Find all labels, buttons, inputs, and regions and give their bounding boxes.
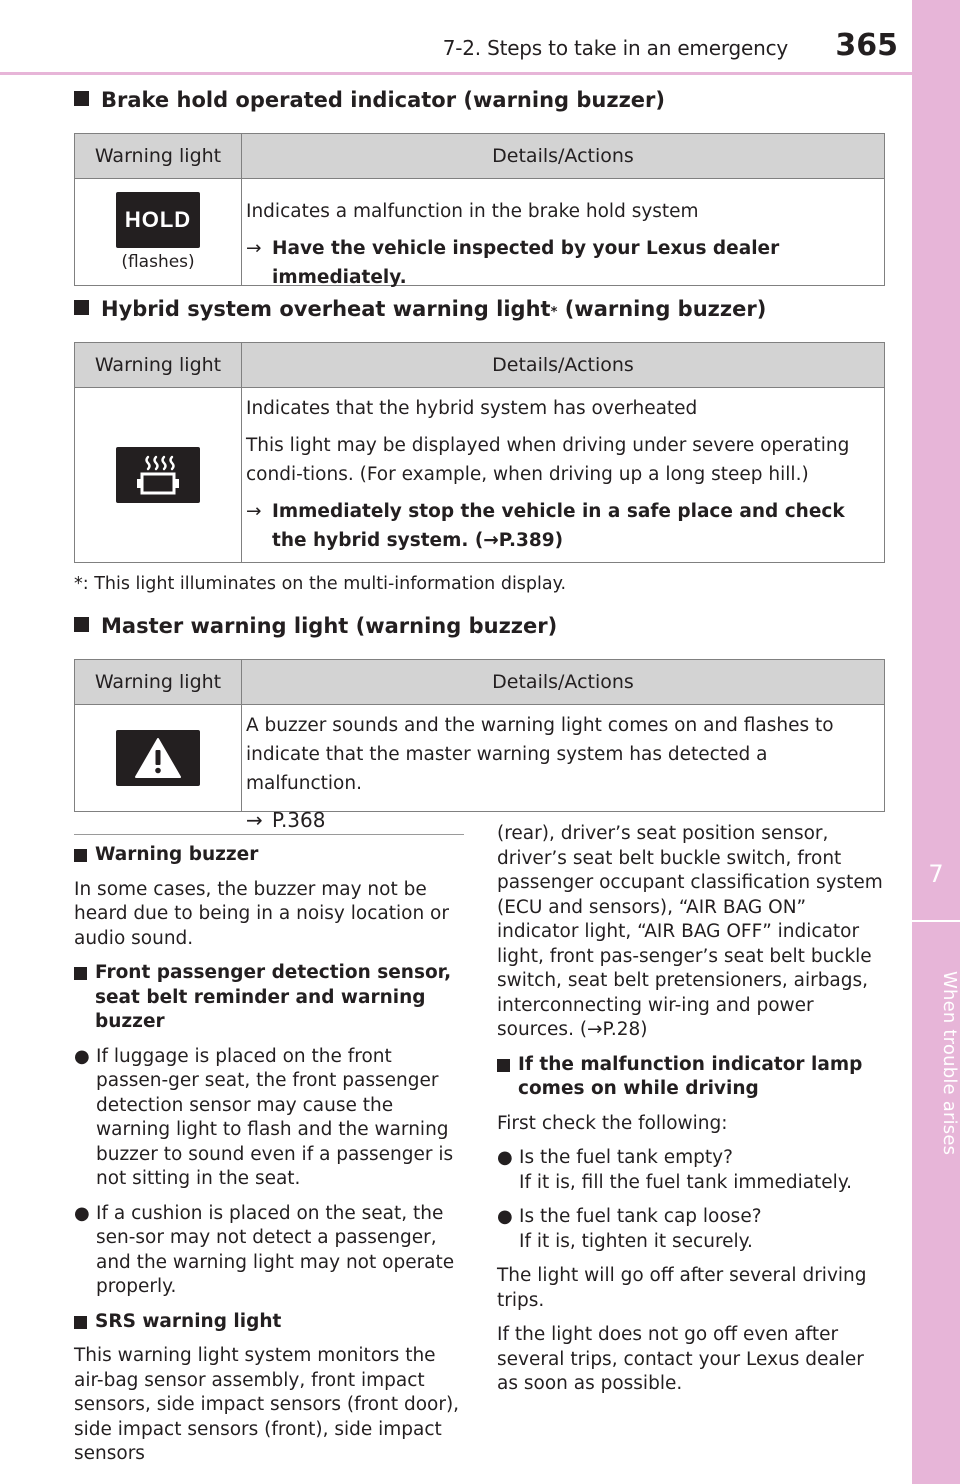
column-header-warning-light: Warning light [75, 134, 242, 178]
warning-table-master-warning [74, 659, 885, 832]
bullet-dot-icon: ● [74, 1202, 90, 1224]
left-column [74, 843, 466, 1477]
column-header-details: Details/Actions [492, 145, 634, 167]
front-passenger-heading: Front passenger detection sensor, seat belt reminder and warning buzzer [74, 961, 466, 1035]
list-item: ● Is the fuel tank empty? If it is, fill the fuel tank immediately. [497, 1146, 887, 1195]
page-number: 365 [835, 28, 898, 63]
header-rule [0, 72, 912, 75]
mil-heading: If the malfunction indicator lamp comes on while driving [497, 1053, 887, 1102]
table-header [75, 134, 884, 179]
mil-intro: First check the following: [497, 1112, 728, 1134]
bullet-dot-icon: ● [74, 1045, 90, 1067]
warning-light-cell [75, 388, 242, 562]
section-heading-hybrid-overheat: Hybrid system overheat warning light * (warning buzzer) [74, 297, 766, 321]
table-row [75, 388, 884, 562]
hybrid-overheat-icon [116, 447, 200, 503]
table-header [75, 660, 884, 705]
details-text-secondary: This light may be displayed when driving under severe operating condi-tions. (For example, when driving up a long steep hill.) [246, 435, 850, 485]
details-cell [242, 179, 884, 288]
details-cell [242, 388, 884, 562]
action-text: → Have the vehicle inspected by your Lexus dealer immediately. [246, 234, 874, 292]
warning-light-cell [75, 705, 242, 811]
list-item: ● Is the fuel tank cap loose? If it is, tighten it securely. [497, 1205, 887, 1254]
table-row [75, 179, 884, 288]
chapter-tab [912, 0, 960, 1484]
bullet-dot-icon: ● [497, 1206, 513, 1227]
srs-heading: SRS warning light [74, 1310, 466, 1335]
details-cell [242, 705, 884, 832]
icon-caption: (flashes) [121, 252, 195, 272]
column-rule [74, 834, 464, 835]
arrow-right-icon: → [246, 808, 263, 832]
warning-table-brake-hold [74, 133, 885, 286]
chapter-label: When trouble arises [939, 970, 960, 1156]
square-bullet-icon [497, 1059, 510, 1072]
bullet-dot-icon: ● [497, 1147, 513, 1168]
section-heading-brake-hold: Brake hold operated indicator (warning buzzer) [74, 88, 665, 112]
footnote: *: This light illuminates on the multi-information display. [74, 574, 567, 594]
details-text: Indicates that the hybrid system has overheated [246, 398, 698, 419]
column-header-warning-light: Warning light [75, 343, 242, 387]
square-bullet-icon [74, 1316, 87, 1329]
warning-light-cell [75, 179, 242, 285]
arrow-right-icon: → [246, 501, 262, 522]
warning-table-hybrid-overheat [74, 342, 885, 563]
square-bullet-icon [74, 91, 89, 106]
column-header-details: Details/Actions [492, 354, 634, 376]
square-bullet-icon [74, 617, 89, 632]
arrow-right-icon: → [246, 238, 262, 259]
table-header [75, 343, 884, 388]
chapter-number: 7 [928, 860, 944, 888]
chapter-tab-divider [912, 920, 960, 922]
hold-icon: HOLD [116, 192, 200, 248]
mil-text-2: If the light does not go off even after several trips, contact your Lexus dealer as soon as possible. [497, 1324, 864, 1394]
action-text: → Immediately stop the vehicle in a safe place and check the hybrid system. (→P.389) [246, 497, 874, 555]
square-bullet-icon [74, 849, 87, 862]
table-row [75, 705, 884, 832]
master-warning-icon [116, 730, 200, 786]
details-text: A buzzer sounds and the warning light comes on and flashes to indicate that the master warning system has detected a malfunction. [246, 715, 834, 794]
list-item: ● If luggage is placed on the front passen-ger seat, the front passenger detection sensor may cause the warning light to flash and the warning buzzer to sound even if a passenger is not sitting in the seat. [74, 1045, 466, 1192]
srs-text-continued: (rear), driver’s seat position sensor, driver’s seat belt buckle switch, front passenger occupant classification system (ECU and sensors), “AIR BAG ON” indicator light, “AIR BAG OFF” indicator light, front pas-senger’s seat belt buckle switch, seat belt pretensioners, airbags, interconnecting wir-ing and power sources. (→P.28) [497, 823, 883, 1040]
details-text: Indicates a malfunction in the brake hold system [246, 201, 699, 222]
list-item: ● If a cushion is placed on the seat, the sen-sor may not detect a passenger, and the warning light may not operate properly. [74, 1202, 466, 1300]
section-heading-master-warning: Master warning light (warning buzzer) [74, 614, 557, 638]
warning-buzzer-text: In some cases, the buzzer may not be heard due to being in a noisy location or audio sound. [74, 878, 449, 949]
square-bullet-icon [74, 300, 89, 315]
square-bullet-icon [74, 967, 87, 980]
column-header-details: Details/Actions [492, 671, 634, 693]
srs-text: This warning light system monitors the air-bag sensor assembly, front impact sensors, side impact sensors (front door), side impact sensors (front), side impact sensors [74, 1345, 460, 1464]
right-column [497, 822, 887, 1407]
column-header-warning-light: Warning light [75, 660, 242, 704]
mil-text-1: The light will go off after several driving trips. [497, 1265, 867, 1311]
section-title: 7-2. Steps to take in an emergency [442, 36, 788, 60]
warning-buzzer-heading: Warning buzzer [74, 843, 466, 868]
action-text: → P.368 [246, 806, 874, 835]
